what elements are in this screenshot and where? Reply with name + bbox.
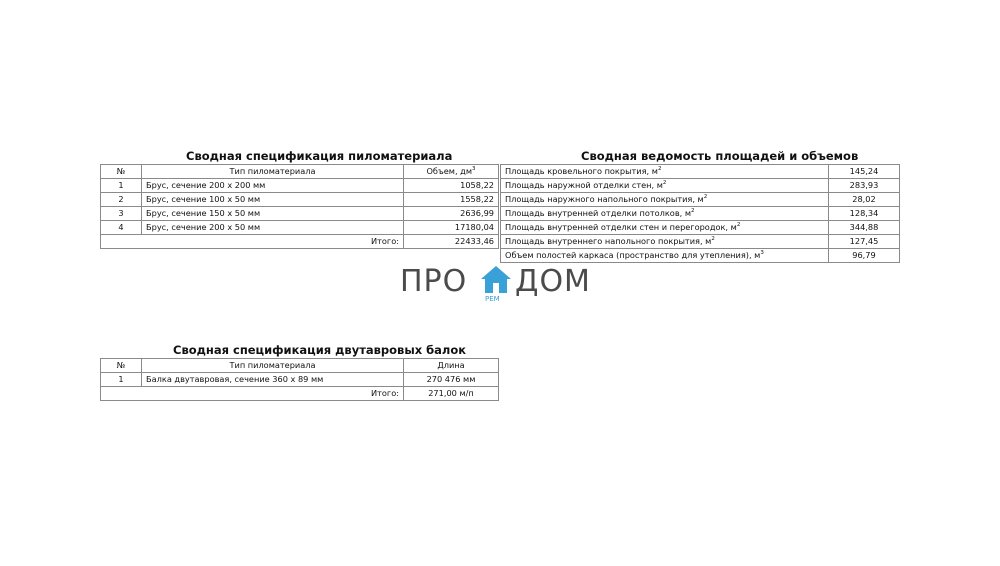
table-row (101, 179, 499, 193)
area-label: Площадь внутреннего напольного покрытия, $м^2$ (501, 235, 829, 249)
header-num: № (101, 165, 142, 179)
area-label: Объем полостей каркаса (пространство для утепления), $м^3$ (501, 249, 829, 263)
row-type: Брус, сечение 100 х 50 мм (142, 193, 404, 207)
beams-spec-title: Сводная спецификация двутавровых балок (173, 343, 467, 357)
area-value: 283,93 (829, 179, 900, 193)
area-value: 344,88 (829, 221, 900, 235)
row-volume: 17180,04 (404, 221, 499, 235)
logo-small-text: РЕМ (485, 295, 500, 303)
area-label: Площадь внутренней отделки потолков, $м^2$ (501, 207, 829, 221)
area-label: Площадь наружной отделки стен, $м^2$ (501, 179, 829, 193)
area-value: 96,79 (829, 249, 900, 263)
table-header-row (101, 359, 499, 373)
row-num: 3 (101, 207, 142, 221)
logo-text-right: ДОМ (515, 264, 591, 299)
beams-spec-table (100, 358, 499, 401)
total-label: Итого: (142, 235, 404, 249)
table-header-row (101, 165, 499, 179)
row-volume: 2636,99 (404, 207, 499, 221)
lumber-spec-table (100, 164, 499, 249)
total-value: 22433,46 (404, 235, 499, 249)
row-num: 2 (101, 193, 142, 207)
row-num: 4 (101, 221, 142, 235)
logo-text-left: ПРО (400, 264, 468, 299)
row-num: 1 (101, 373, 142, 387)
area-value: 127,45 (829, 235, 900, 249)
table-row (501, 165, 900, 179)
pro-dom-logo (400, 262, 600, 308)
table-row (101, 373, 499, 387)
row-volume: 1058,22 (404, 179, 499, 193)
header-type: Тип пиломатериала (142, 165, 404, 179)
house-icon (480, 264, 512, 296)
lumber-spec-title: Сводная спецификация пиломатериала (186, 149, 453, 163)
table-row (501, 193, 900, 207)
row-length: 270 476 мм (404, 373, 499, 387)
table-row (101, 193, 499, 207)
table-row (501, 235, 900, 249)
total-value: 271,00 м/п (404, 387, 499, 401)
table-total-row (101, 235, 499, 249)
row-type: Брус, сечение 150 х 50 мм (142, 207, 404, 221)
table-row (501, 179, 900, 193)
total-empty-cell (101, 387, 142, 401)
areas-table (500, 164, 900, 263)
row-num: 1 (101, 179, 142, 193)
header-type: Тип пиломатериала (142, 359, 404, 373)
table-row (501, 249, 900, 263)
table-row (101, 207, 499, 221)
area-value: 145,24 (829, 165, 900, 179)
area-label: Площадь наружного напольного покрытия, $м^2$ (501, 193, 829, 207)
table-row (101, 221, 499, 235)
header-num: № (101, 359, 142, 373)
header-length: Длина (404, 359, 499, 373)
table-row (501, 207, 900, 221)
row-type: Брус, сечение 200 х 50 мм (142, 221, 404, 235)
areas-title: Сводная ведомость площадей и объемов (581, 149, 859, 163)
area-label: Площадь внутренней отделки стен и перегородок, $м^2$ (501, 221, 829, 235)
row-volume: 1558,22 (404, 193, 499, 207)
row-type: Брус, сечение 200 х 200 мм (142, 179, 404, 193)
area-value: 28,02 (829, 193, 900, 207)
area-label: Площадь кровельного покрытия, $м^2$ (501, 165, 829, 179)
table-total-row (101, 387, 499, 401)
table-row (501, 221, 900, 235)
header-volume: Объем, $дм^3$ (404, 165, 499, 179)
area-value: 128,34 (829, 207, 900, 221)
total-empty-cell (101, 235, 142, 249)
total-label: Итого: (142, 387, 404, 401)
row-type: Балка двутавровая, сечение 360 х 89 мм (142, 373, 404, 387)
